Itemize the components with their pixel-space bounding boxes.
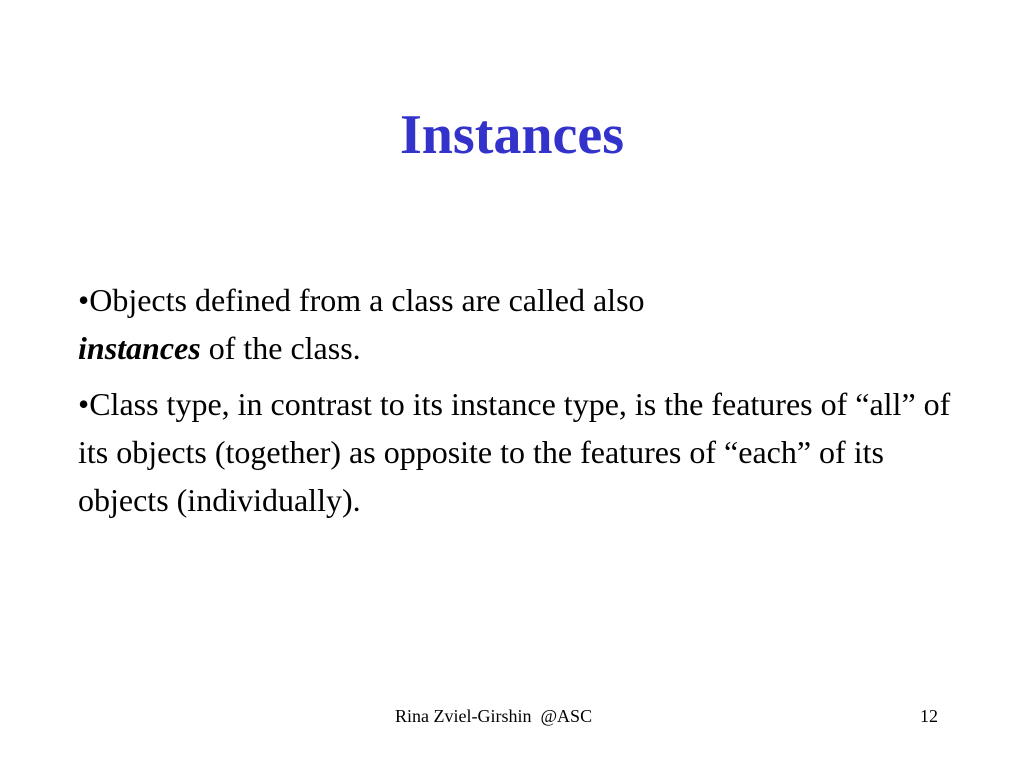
bullet-text-end: of the class. [200, 330, 361, 366]
bullet-text: Class type, in contrast to its instance type, is the features of “all” of its objects (together) as opposite to the features of “each” of its objects (individually). [78, 386, 951, 518]
page-number: 12 [920, 706, 938, 726]
slide-title: Instances [399, 104, 625, 166]
bullet-text-start: Objects defined from a class are called also [89, 282, 645, 318]
slide-body [78, 276, 958, 532]
footer-author: Rina Zviel-Girshin @ASC [395, 706, 593, 726]
bullet-item [78, 276, 958, 372]
emphasized-term: instances [78, 330, 201, 366]
bullet-marker: • [78, 282, 90, 318]
bullet-item [78, 380, 958, 524]
bullet-marker: • [78, 386, 90, 422]
